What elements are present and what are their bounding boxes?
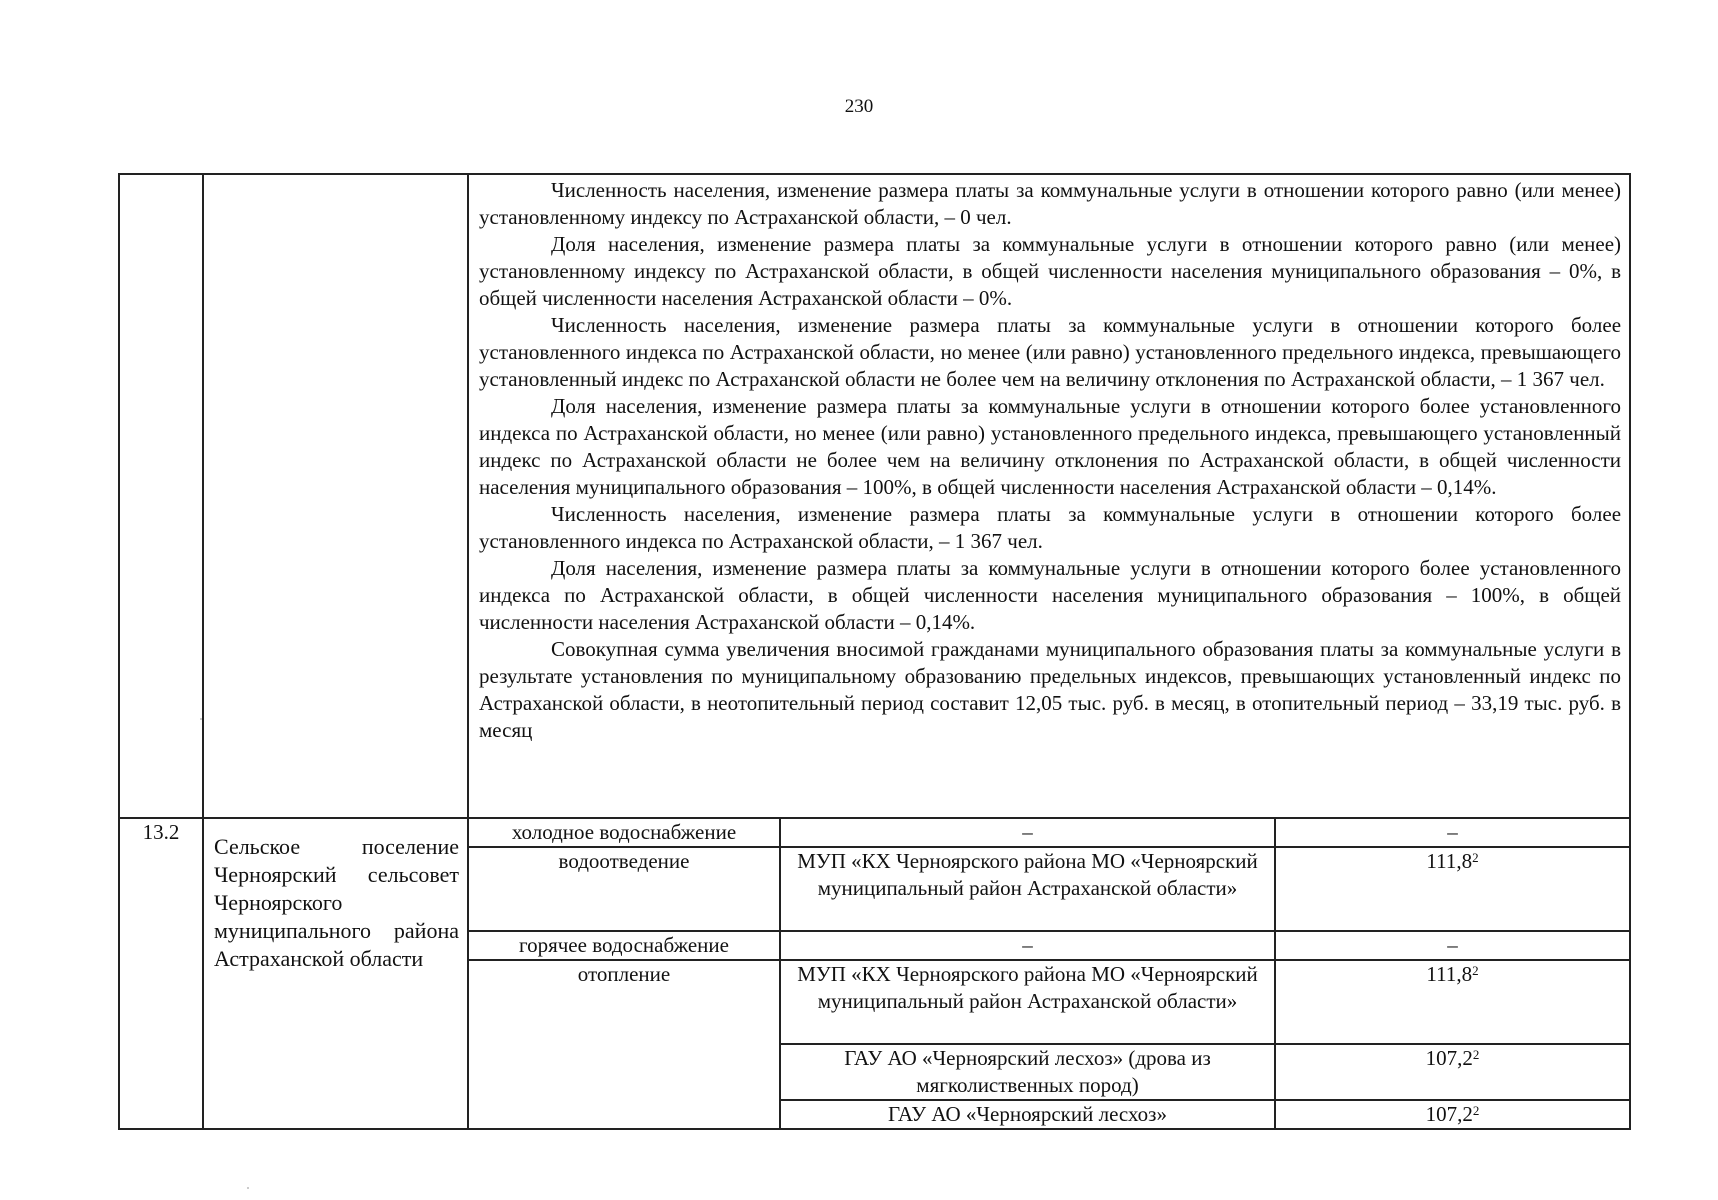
index-value-none: – [1275, 931, 1630, 960]
summary-text [469, 175, 1629, 817]
table-row-summary [119, 174, 1630, 818]
footnote-mark: 2 [1472, 963, 1479, 978]
summary-text-cell [468, 174, 1630, 818]
paragraph: Доля населения, изменение размера платы за коммунальные услуги в отношении которого более установленного индекса по Астраханской области, но менее (или равно) установленного предельного индекса, превышающего установленный индекс по Астраханской области не более чем на величину отклонения по Астраханской области, в общей численности населения муниципального образования – 100%, в общей численности населения Астраханской области – 0,14%. [479, 394, 1622, 499]
index-number: 111,8 [1426, 962, 1473, 986]
index-number: 111,8 [1426, 849, 1473, 873]
indices-table [118, 173, 1631, 1130]
footnote-mark: 2 [1472, 1047, 1480, 1062]
page-number: 230 [844, 96, 874, 117]
service-drainage: водоотведение [468, 847, 780, 931]
organization-gau-firewood: ГАУ АО «Черноярский лесхоз» (дрова из мягколиственных пород) [780, 1044, 1275, 1100]
index-value [1275, 1100, 1630, 1129]
empty-name-cell [203, 174, 468, 818]
service-hot-water: горячее водоснабжение [468, 931, 780, 960]
municipality-cell [203, 818, 468, 1129]
organization-mup: МУП «КХ Черноярского района МО «Черноярский муниципальный район Астраханской области» [780, 960, 1275, 1044]
index-value [1275, 960, 1630, 1044]
municipality-name: Сельское поселение Черноярский сельсовет Черноярского муниципального района Астраханской области [214, 834, 459, 971]
organization-none: – [780, 931, 1275, 960]
empty-number-cell [119, 174, 203, 818]
scan-speck [200, 718, 202, 720]
paragraph: Численность населения, изменение размера платы за коммунальные услуги в отношении которого более установленного индекса по Астраханской области, – 1 367 чел. [479, 502, 1622, 553]
section-number: 13.2 [119, 818, 203, 1129]
service-heating: отопление [468, 960, 780, 1129]
index-value [1275, 1044, 1630, 1100]
paragraph: Доля населения, изменение размера платы за коммунальные услуги в отношении которого равно (или менее) установленному индексу по Астраханской области, в общей численности населения муниципального образования – 0%, в общей численности населения Астраханской области – 0%. [479, 232, 1622, 310]
organization-gau: ГАУ АО «Черноярский лесхоз» [780, 1100, 1275, 1129]
index-value-none: – [1275, 818, 1630, 847]
scan-speck [247, 1187, 249, 1189]
service-cold-water: холодное водоснабжение [468, 818, 780, 847]
paragraph: Доля населения, изменение размера платы за коммунальные услуги в отношении которого более установленного индекса по Астраханской области, в общей численности населения муниципального образования – 100%, в общей численности населения Астраханской области – 0,14%. [479, 556, 1622, 634]
paragraph: Численность населения, изменение размера платы за коммунальные услуги в отношении которого равно (или менее) установленному индексу по Астраханской области, – 0 чел. [479, 178, 1622, 229]
table-row [119, 818, 1630, 847]
index-number: 107,2 [1425, 1046, 1473, 1070]
footnote-mark: 2 [1472, 850, 1479, 865]
index-number: 107,2 [1425, 1102, 1473, 1126]
paragraph: Совокупная сумма увеличения вносимой гражданами муниципального образования платы за коммунальные услуги в результате установления по муниципальному образованию предельных индексов, превышающих установленный индекс по Астраханской области, в неотопительный период составит 12,05 тыс. руб. в месяц, в отопительный период – 33,19 тыс. руб. в месяц [479, 637, 1622, 742]
footnote-mark: 2 [1472, 1103, 1480, 1118]
organization-mup: МУП «КХ Черноярского района МО «Черноярский муниципальный район Астраханской области» [780, 847, 1275, 931]
organization-none: – [780, 818, 1275, 847]
paragraph: Численность населения, изменение размера платы за коммунальные услуги в отношении которого более установленного индекса по Астраханской области, но менее (или равно) установленного предельного индекса, превышающего установленный индекс по Астраханской области не более чем на величину отклонения по Астраханской области, – 1 367 чел. [479, 313, 1622, 391]
index-value [1275, 847, 1630, 931]
